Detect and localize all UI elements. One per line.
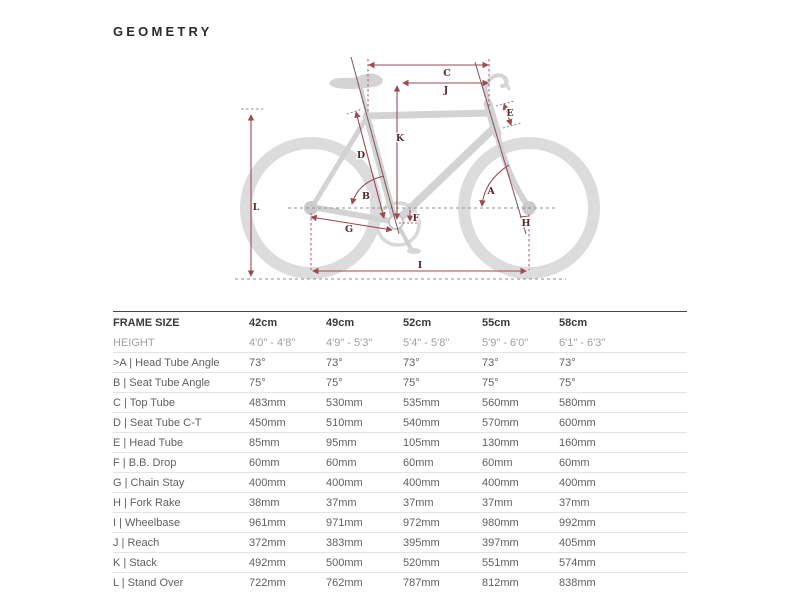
table-row	[113, 512, 687, 532]
dim-label-g: G	[344, 224, 354, 235]
row-value: 500mm	[326, 556, 363, 569]
table-row	[113, 572, 687, 592]
row-value: 535mm	[403, 396, 440, 409]
row-value: 6'1" - 6'3"	[559, 336, 606, 349]
row-value: 395mm	[403, 536, 440, 549]
row-value: 530mm	[326, 396, 363, 409]
row-value: 38mm	[249, 496, 280, 509]
geometry-table	[113, 311, 687, 592]
row-value: 75°	[559, 376, 576, 389]
dim-label-h: H	[521, 218, 531, 229]
row-label: I | Wheelbase	[113, 516, 181, 529]
dim-label-i: I	[417, 260, 423, 271]
row-value: 397mm	[482, 536, 519, 549]
dim-head-angle-arc	[482, 165, 509, 206]
row-value: 492mm	[249, 556, 286, 569]
tick-headtube-bottom	[503, 123, 521, 128]
row-value: 972mm	[403, 516, 440, 529]
size-column-header: 49cm	[326, 317, 355, 329]
row-label: HEIGHT	[113, 336, 155, 349]
dim-fork-rake-line	[520, 216, 529, 217]
row-label: E | Head Tube	[113, 436, 184, 449]
row-label: K | Stack	[113, 556, 157, 569]
row-label: C | Top Tube	[113, 396, 175, 409]
row-value: 812mm	[482, 576, 519, 589]
size-column-header: 55cm	[482, 317, 511, 329]
row-value: 5'4" - 5'8"	[403, 336, 450, 349]
table-row	[113, 532, 687, 552]
bike-silhouette	[246, 74, 594, 273]
row-value: 992mm	[559, 516, 596, 529]
row-value: 73°	[482, 356, 499, 369]
row-label: F | B.B. Drop	[113, 456, 177, 469]
row-value: 95mm	[326, 436, 357, 449]
row-value: 37mm	[482, 496, 513, 509]
size-column-header: 52cm	[403, 317, 432, 329]
table-row	[113, 372, 687, 392]
table-row	[113, 472, 687, 492]
row-value: 450mm	[249, 416, 286, 429]
page-title: GEOMETRY	[113, 24, 213, 39]
row-value: 4'0" - 4'8"	[249, 336, 296, 349]
table-row	[113, 412, 687, 432]
size-column-header: 42cm	[249, 317, 278, 329]
row-value: 400mm	[559, 476, 596, 489]
dim-label-k: K	[395, 133, 405, 144]
row-value: 722mm	[249, 576, 286, 589]
row-value: 75°	[249, 376, 266, 389]
table-row	[113, 552, 687, 572]
row-label: B | Seat Tube Angle	[113, 376, 211, 389]
row-value: 762mm	[326, 576, 363, 589]
row-value: 60mm	[559, 456, 590, 469]
row-value: 383mm	[326, 536, 363, 549]
row-value: 73°	[326, 356, 343, 369]
row-value: 570mm	[482, 416, 519, 429]
table-row	[113, 432, 687, 452]
row-value: 510mm	[326, 416, 363, 429]
row-value: 787mm	[403, 576, 440, 589]
row-value: 60mm	[482, 456, 513, 469]
row-value: 980mm	[482, 516, 519, 529]
row-value: 540mm	[403, 416, 440, 429]
row-value: 838mm	[559, 576, 596, 589]
dim-label-c: C	[443, 68, 451, 79]
row-value: 85mm	[249, 436, 280, 449]
tick-seattube-top	[347, 109, 362, 114]
row-label: G | Chain Stay	[113, 476, 185, 489]
row-value: 5'9" - 6'0"	[482, 336, 529, 349]
row-value: 372mm	[249, 536, 286, 549]
row-value: 405mm	[559, 536, 596, 549]
dim-label-f: F	[412, 213, 420, 224]
row-value: 75°	[403, 376, 420, 389]
table-row	[113, 392, 687, 412]
row-value: 105mm	[403, 436, 440, 449]
row-value: 4'9" - 5'3"	[326, 336, 373, 349]
row-value: 971mm	[326, 516, 363, 529]
row-value: 60mm	[403, 456, 434, 469]
frame-size-header: FRAME SIZE	[113, 317, 180, 329]
dim-label-d: D	[356, 150, 366, 161]
tick-headtube-top	[496, 101, 514, 106]
row-label: J | Reach	[113, 536, 160, 549]
row-value: 400mm	[326, 476, 363, 489]
table-row	[113, 492, 687, 512]
row-value: 600mm	[559, 416, 596, 429]
row-value: 400mm	[403, 476, 440, 489]
row-value: 400mm	[482, 476, 519, 489]
row-value: 60mm	[326, 456, 357, 469]
size-column-header: 58cm	[559, 317, 588, 329]
row-label: L | Stand Over	[113, 576, 184, 589]
dim-label-a: A	[487, 186, 495, 197]
row-value: 73°	[559, 356, 576, 369]
row-label: D | Seat Tube C-T	[113, 416, 202, 429]
row-value: 73°	[403, 356, 420, 369]
table-row	[113, 452, 687, 472]
table-row	[113, 352, 687, 372]
row-value: 520mm	[403, 556, 440, 569]
row-value: 37mm	[326, 496, 357, 509]
pedal	[407, 248, 421, 254]
row-value: 75°	[482, 376, 499, 389]
row-value: 160mm	[559, 436, 596, 449]
dim-label-b: B	[361, 191, 371, 202]
row-label: H | Fork Rake	[113, 496, 181, 509]
row-value: 580mm	[559, 396, 596, 409]
height-row	[113, 333, 687, 352]
row-value: 73°	[249, 356, 266, 369]
top-tube	[366, 113, 489, 116]
row-value: 75°	[326, 376, 343, 389]
row-value: 60mm	[249, 456, 280, 469]
row-value: 551mm	[482, 556, 519, 569]
row-value: 574mm	[559, 556, 596, 569]
row-value: 400mm	[249, 476, 286, 489]
dim-label-e: E	[506, 108, 514, 119]
row-value: 560mm	[482, 396, 519, 409]
row-value: 961mm	[249, 516, 286, 529]
row-label: >A | Head Tube Angle	[113, 356, 220, 369]
row-value: 37mm	[559, 496, 590, 509]
row-value: 483mm	[249, 396, 286, 409]
table-header-row	[113, 312, 687, 333]
dim-label-j: J	[443, 85, 449, 96]
row-value: 37mm	[403, 496, 434, 509]
row-value: 130mm	[482, 436, 519, 449]
dim-label-l: L	[252, 202, 260, 213]
